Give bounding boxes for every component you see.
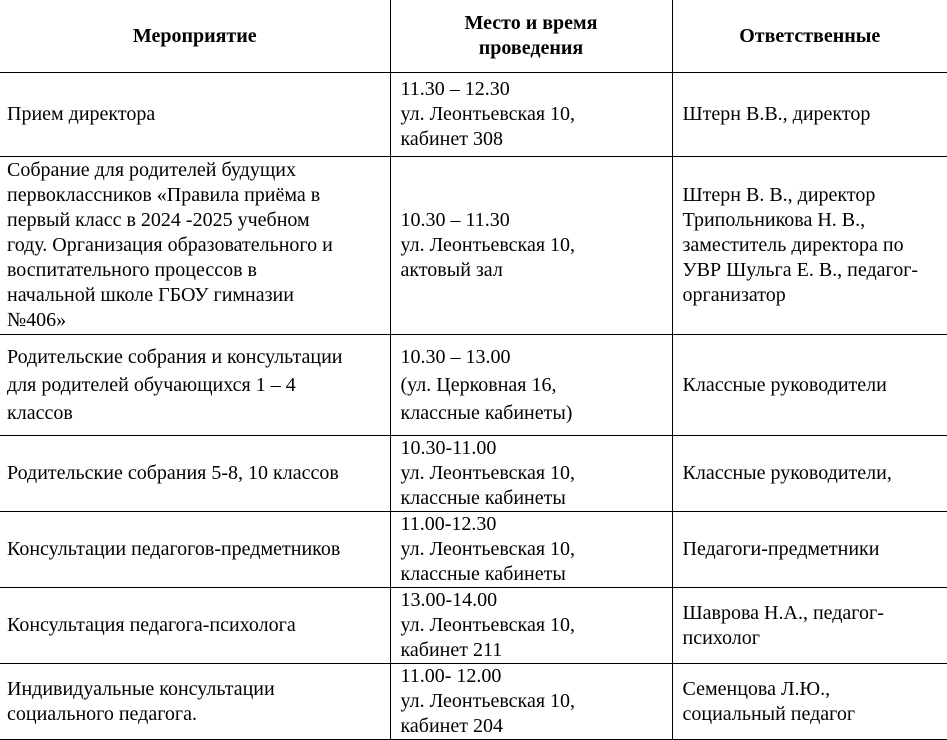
place-line: 11.00- 12.00	[400, 665, 502, 687]
event-line: классов	[7, 402, 73, 424]
responsible-line: Шаврова Н.А., педагог-	[682, 601, 884, 624]
responsible-cell	[672, 512, 947, 588]
table-row	[0, 157, 947, 335]
header-place	[390, 0, 672, 73]
responsible-line: Штерн В.В., директор	[682, 103, 871, 125]
place-line: 10.30 – 11.30	[400, 209, 510, 231]
responsible-cell	[672, 335, 947, 436]
table-row	[0, 335, 947, 436]
event-line: Консультация педагога-психолога	[7, 614, 296, 636]
event-line: первоклассников «Правила приёма в	[7, 184, 321, 206]
event-cell	[0, 73, 390, 157]
table-row	[0, 512, 947, 588]
responsible-line: Классные руководители	[682, 373, 887, 396]
table-row	[0, 664, 947, 740]
place-line: актовый зал	[400, 259, 503, 281]
responsible-cell	[672, 588, 947, 664]
event-line: Собрание для родителей будущих	[7, 159, 296, 181]
place-cell	[390, 512, 672, 588]
place-line: 11.00-12.30	[400, 513, 497, 535]
header-row	[0, 0, 947, 73]
place-line: классные кабинеты	[400, 487, 566, 509]
place-line: классные кабинеты)	[400, 402, 573, 424]
header-event	[0, 0, 390, 73]
event-line: Консультации педагогов-предметников	[7, 538, 341, 560]
event-line: первый класс в 2024 -2025 учебном	[7, 209, 310, 231]
place-line: 10.30 – 13.00	[400, 346, 511, 368]
event-line: Родительские собрания 5-8, 10 классов	[7, 462, 339, 484]
place-cell	[390, 73, 672, 157]
place-line: ул. Леонтьевская 10,	[400, 462, 576, 484]
table-row	[0, 436, 947, 512]
place-line: кабинет 211	[400, 639, 503, 661]
event-line: Прием директора	[7, 103, 156, 125]
event-line: Индивидуальные консультации	[7, 677, 275, 700]
responsible-cell	[672, 436, 947, 512]
event-cell	[0, 588, 390, 664]
place-line: классные кабинеты	[400, 563, 566, 585]
event-cell	[0, 335, 390, 436]
event-line: Родительские собрания и консультации	[7, 346, 343, 368]
header-event-label: Мероприятие	[132, 24, 257, 47]
place-line: 11.30 – 12.30	[400, 78, 510, 100]
place-line: ул. Леонтьевская 10,	[400, 614, 576, 636]
responsible-cell	[672, 664, 947, 740]
place-cell	[390, 335, 672, 436]
event-cell	[0, 664, 390, 740]
header-responsible-label: Ответственные	[739, 24, 881, 47]
event-line: для родителей обучающихся 1 – 4	[7, 374, 296, 396]
place-line: кабинет 204	[400, 715, 503, 737]
place-line: 13.00-14.00	[400, 589, 498, 611]
place-line: ул. Леонтьевская 10,	[400, 690, 576, 712]
place-line: ул. Леонтьевская 10,	[400, 538, 576, 560]
header-place-line-2: проведения	[478, 37, 584, 59]
place-line: ул. Леонтьевская 10,	[400, 103, 576, 125]
event-line: №406»	[7, 309, 67, 331]
header-place-line-1: Место и время	[464, 12, 598, 34]
place-line: кабинет 308	[400, 128, 503, 150]
place-cell	[390, 664, 672, 740]
table-row	[0, 588, 947, 664]
responsible-line: Трипольникова Н. В.,	[682, 209, 866, 231]
responsible-cell	[672, 73, 947, 157]
responsible-line: социальный педагог	[682, 702, 856, 725]
event-line: социального педагога.	[7, 702, 197, 725]
header-responsible	[672, 0, 947, 73]
event-cell	[0, 157, 390, 335]
place-cell	[390, 436, 672, 512]
event-cell	[0, 512, 390, 588]
place-line: (ул. Церковная 16,	[400, 374, 557, 396]
table-row	[0, 73, 947, 157]
event-line: году. Организация образовательного и	[7, 234, 333, 256]
responsible-line: Штерн В. В., директор	[682, 184, 876, 206]
event-line: воспитательного процессов в	[7, 259, 257, 281]
event-line: начальной школе ГБОУ гимназии	[7, 284, 294, 306]
place-cell	[390, 588, 672, 664]
place-line: ул. Леонтьевская 10,	[400, 234, 576, 256]
responsible-line: организатор	[682, 284, 786, 306]
responsible-line: заместитель директора по	[682, 234, 904, 256]
place-cell	[390, 157, 672, 335]
responsible-cell	[672, 157, 947, 335]
place-line: 10.30-11.00	[400, 437, 497, 459]
responsible-line: Семенцова Л.Ю.,	[682, 677, 831, 700]
event-cell	[0, 436, 390, 512]
responsible-line: психолог	[682, 626, 760, 649]
responsible-line: Педагоги-предметники	[682, 538, 880, 560]
responsible-line: УВР Шульга Е. В., педагог-	[682, 259, 919, 281]
responsible-line: Классные руководители,	[682, 462, 892, 484]
